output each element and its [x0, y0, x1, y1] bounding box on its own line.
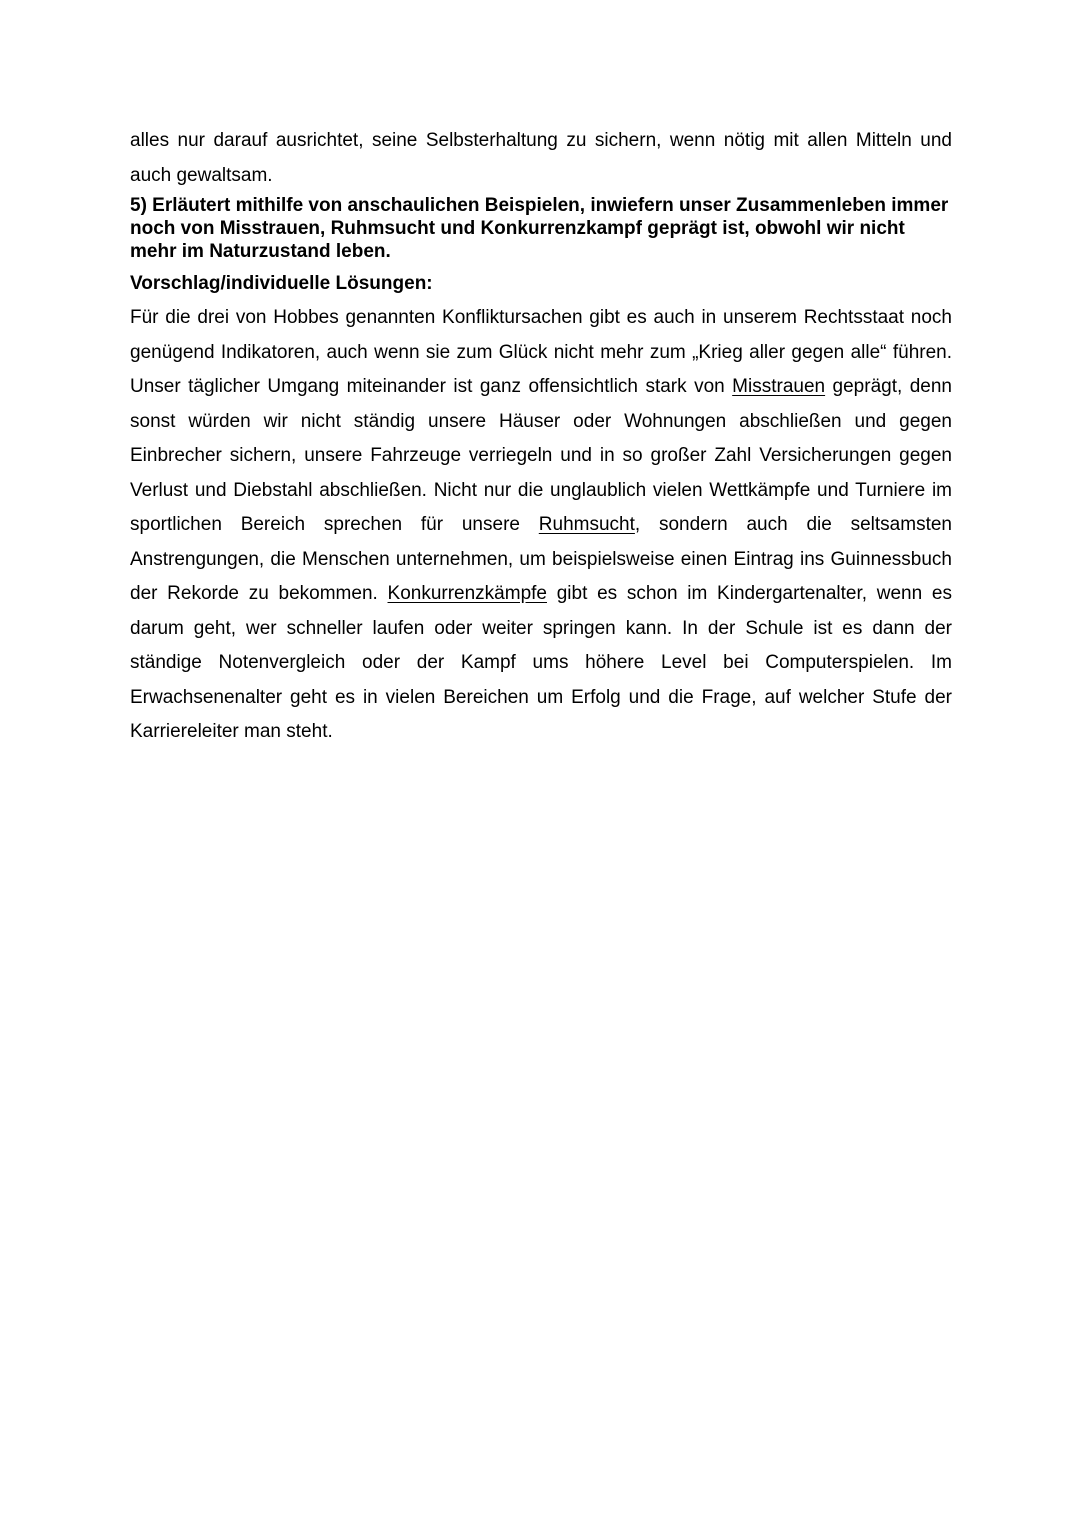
answer-text-3: , sondern auch die seltsamsten Anstrengungen, die Menschen unternehmen, um beispielsweise einen Eintrag ins Guinnessbuch der Rekorde zu bekommen.: [130, 514, 952, 604]
intro-paragraph: alles nur darauf ausrichtet, seine Selbsterhaltung zu sichern, wenn nötig mit allen Mitteln und auch gewaltsam.: [130, 130, 952, 186]
term-konkurrenzkaempfe: Konkurrenzkämpfe: [387, 583, 547, 604]
answer-text-1: Für die drei von Hobbes genannten Konfliktursachen gibt es auch in unserem Rechtsstaat noch genügend Indikatoren, auch wenn sie zum Glück nicht mehr zum „Krieg aller gegen alle“ führen. Unser täglicher Umgang miteinander ist ganz offensichtlich stark von: [130, 307, 952, 397]
answer-text-2: geprägt, denn sonst würden wir nicht ständig unsere Häuser oder Wohnungen abschließen und gegen Einbrecher sichern, unsere Fahrzeuge verriegeln und in so großer Zahl Versicherungen gegen Verlust und Diebstahl abschließen. Nicht nur die unglaublich vielen Wettkämpfe und Turniere im sportlichen Bereich sprechen für unsere: [130, 376, 952, 535]
question-heading: 5) Erläutert mithilfe von anschaulichen Beispielen, inwiefern unser Zusammenleben immer noch von Misstrauen, Ruhmsucht und Konkurrenzkampf geprägt ist, obwohl wir nicht mehr im Naturzustand leben.: [130, 195, 949, 262]
document-body: [130, 124, 952, 750]
solution-label: Vorschlag/individuelle Lösungen:: [130, 273, 433, 294]
answer-text-4: gibt es schon im Kindergartenalter, wenn es darum geht, wer schneller laufen oder weiter springen kann. In der Schule ist es dann der ständige Notenvergleich oder der Kampf ums höhere Level bei Computerspielen. Im Erwachsenenalter geht es in vielen Bereichen um Erfolg und die Frage, auf welcher Stufe der Karriereleiter man steht.: [130, 583, 952, 742]
term-misstrauen: Misstrauen: [732, 376, 826, 397]
term-ruhmsucht: Ruhmsucht: [538, 514, 635, 535]
answer-paragraph: [130, 301, 952, 750]
